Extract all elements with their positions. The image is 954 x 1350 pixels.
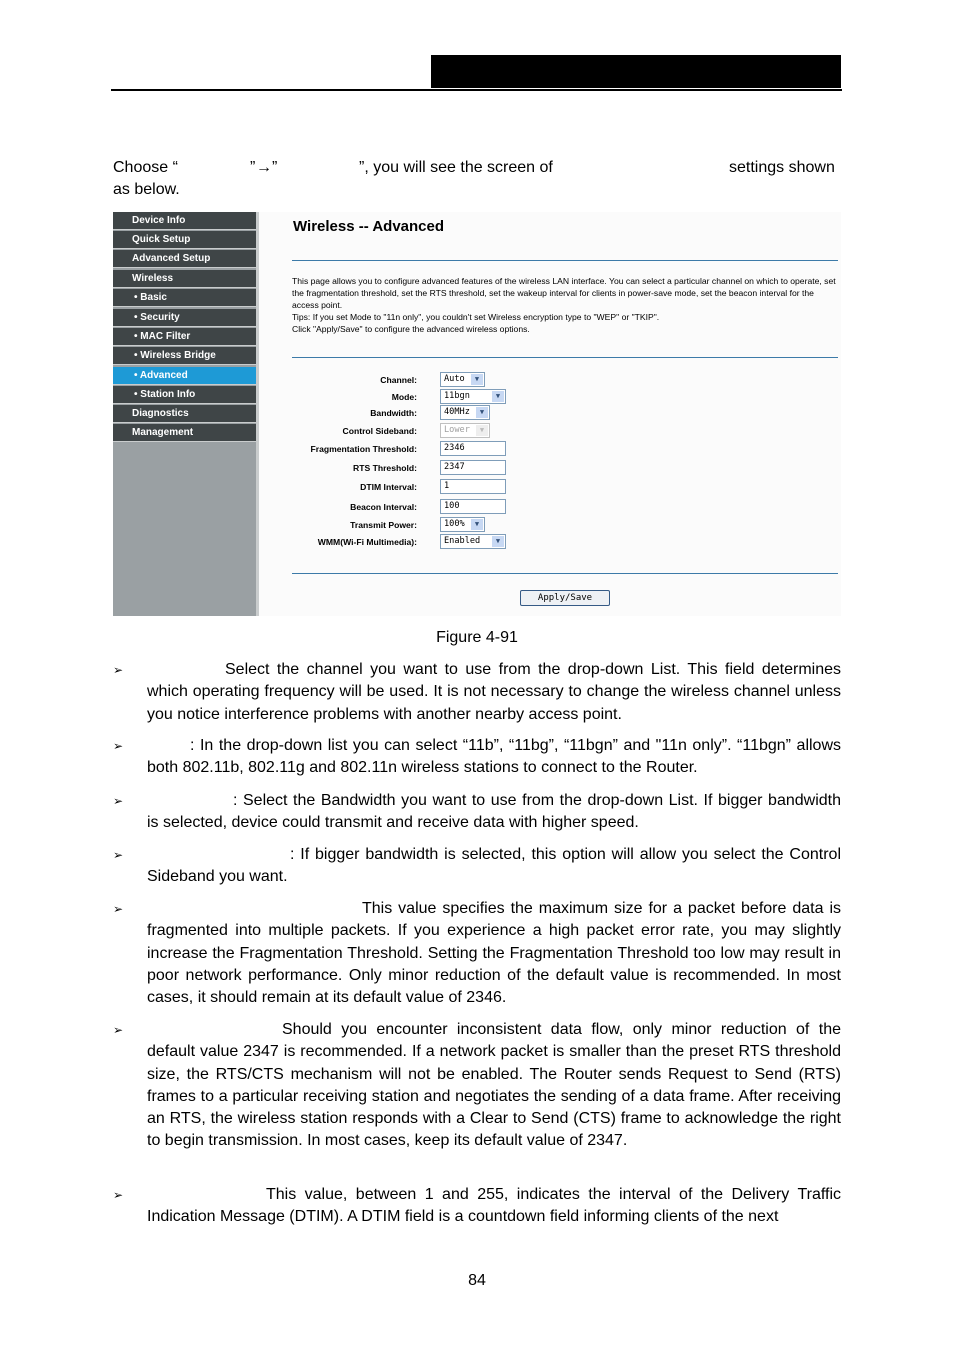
nav-wireless[interactable]: Wireless [113, 270, 256, 288]
intro-you-will-see: ”, you will see the screen of [359, 159, 553, 176]
sideband-label: Control Sideband: [342, 426, 417, 436]
sideband-select[interactable] [440, 423, 490, 438]
nav-mac-filter[interactable]: • MAC Filter [113, 328, 256, 346]
nav-wireless-bridge[interactable]: • Wireless Bridge [113, 347, 256, 365]
intro-settings-shown: settings shown [729, 159, 835, 176]
intro-choose: Choose “ [113, 159, 178, 176]
bullet-arrow-icon: ➢ [113, 1023, 124, 1037]
divider [292, 260, 838, 261]
figure-caption: Figure 4-91 [436, 629, 518, 646]
bullet-arrow-icon: ➢ [113, 663, 124, 677]
bullet-frag [113, 898, 841, 1009]
channel-label: Channel: [380, 375, 417, 385]
wmm-value: Enabled [444, 536, 481, 546]
header-rule [111, 89, 842, 91]
bullet-rts-text: Should you encounter inconsistent data flow, only minor reduction of the default value 2347 is recommended. If a network packet is smaller than the preset RTS threshold size, the RTS/CTS mechanism will not be enabled. The Router sends Request to Send (RTS) frames to a particular receiving station and negotiates the sending of a data frame. After receiving an RTS, the wireless station responds with a Clear to Send (CTS) frame to acknowledge the right to begin transmission. In most cases, keep its default value of 2347. [147, 1021, 841, 1150]
bullet-rts [113, 1019, 841, 1153]
bullet-channel-text: Select the channel you want to use from the drop-down List. This field determines which operating frequency will be used. It is not necessary to change the wireless channel unless you notice interference problems with another nearby access point. [147, 661, 841, 723]
bullet-arrow-icon: ➢ [113, 1188, 124, 1202]
tips-text: Tips: If you set Mode to "11n only", you couldn't set Wireless encryption type to "WEP" or "TKIP". [292, 312, 660, 322]
bullet-mode [113, 735, 841, 780]
nav-quick-setup[interactable]: Quick Setup [113, 231, 256, 249]
nav-basic[interactable]: • Basic [113, 289, 256, 307]
page-description [292, 275, 838, 335]
bullet-dtim [113, 1184, 841, 1229]
rts-label: RTS Threshold: [353, 463, 417, 473]
chevron-down-icon: ▼ [476, 407, 488, 418]
power-label: Transmit Power: [350, 520, 417, 530]
wmm-label: WMM(Wi-Fi Multimedia): [317, 537, 417, 547]
nav-device-info[interactable]: Device Info [113, 212, 256, 230]
bullet-sideband [113, 844, 841, 889]
nav-advanced[interactable]: • Advanced [113, 367, 256, 385]
divider [292, 357, 838, 358]
chevron-down-icon: ▼ [471, 374, 483, 385]
bandwidth-select[interactable] [440, 405, 490, 420]
chevron-down-icon: ▼ [476, 425, 488, 436]
dtim-input[interactable]: 1 [440, 479, 506, 494]
channel-value: Auto [444, 374, 465, 384]
bullet-arrow-icon: ➢ [113, 794, 124, 808]
bullet-sideband-text: : If bigger bandwidth is selected, this option will allow you select the Control Sideband you want. [147, 846, 841, 886]
chevron-down-icon: ▼ [492, 536, 504, 547]
bullet-channel [113, 659, 841, 726]
bullet-arrow-icon: ➢ [113, 739, 124, 753]
nav-management[interactable]: Management [113, 424, 256, 442]
bullet-arrow-icon: ➢ [113, 902, 124, 916]
divider [292, 573, 838, 574]
bullet-bandwidth-text: : Select the Bandwidth you want to use from the drop-down List. If bigger bandwidth is selected, device could transmit and receive data with higher speed. [147, 792, 841, 832]
bullet-mode-text: : In the drop-down list you can select “11b”, “11bg”, “11bgn” and "11n only”. “11bgn” allows both 802.11b, 802.11g and 802.11n wireless stations to connect to the Router. [147, 737, 841, 777]
bandwidth-value: 40MHz [444, 407, 470, 417]
bullet-dtim-text: This value, between 1 and 255, indicates the interval of the Delivery Traffic Indication Message (DTIM). A DTIM field is a countdown field informing clients of the next [147, 1186, 841, 1226]
frag-input[interactable]: 2346 [440, 441, 506, 456]
nav-security[interactable]: • Security [113, 309, 256, 327]
apply-save-button[interactable]: Apply/Save [520, 590, 610, 606]
description-text: This page allows you to configure advanced features of the wireless LAN interface. You can select a particular channel on which to operate, set the fragmentation threshold, set the RTS threshold, set the wakeup interval for clients in power-save mode, set the beacon interval for the access point. [292, 276, 836, 310]
router-content [259, 212, 841, 616]
sideband-value: Lower [444, 425, 470, 435]
dtim-label: DTIM Interval: [360, 482, 417, 492]
bandwidth-label: Bandwidth: [370, 408, 417, 418]
bullet-frag-text: This value specifies the maximum size for a packet before data is fragmented into multiple packets. If you experience a high packet error rate, you may slightly increase the Fragmentation Threshold. Setting the Fragmentation Threshold too low may result in poor network performance. Only minor reduction of the default value is recommended. In most cases, it should remain at its default value of 2346. [147, 900, 841, 1007]
intro-quote: ” [272, 159, 278, 176]
channel-select[interactable] [440, 372, 485, 387]
mode-value: 11bgn [444, 391, 470, 401]
beacon-label: Beacon Interval: [350, 502, 417, 512]
router-sidebar [113, 212, 256, 616]
power-value: 100% [444, 519, 465, 529]
rts-input[interactable]: 2347 [440, 460, 506, 475]
mode-select[interactable] [440, 389, 506, 404]
arrow-icon: → [256, 159, 272, 176]
nav-diagnostics[interactable]: Diagnostics [113, 405, 256, 423]
beacon-input[interactable]: 100 [440, 499, 506, 514]
page-number: 84 [468, 1272, 486, 1289]
page-title: Wireless -- Advanced [293, 218, 445, 235]
bullet-arrow-icon: ➢ [113, 848, 124, 862]
nav-station-info[interactable]: • Station Info [113, 386, 256, 404]
chevron-down-icon: ▼ [471, 519, 483, 530]
router-screenshot [113, 212, 841, 616]
bullet-bandwidth [113, 790, 841, 835]
intro-quote-close: ” [250, 159, 256, 176]
header-bar [431, 55, 841, 88]
intro-paragraph [113, 157, 841, 201]
wmm-select[interactable] [440, 534, 506, 549]
chevron-down-icon: ▼ [492, 391, 504, 402]
nav-advanced-setup[interactable]: Advanced Setup [113, 250, 256, 268]
intro-as-below: as below. [113, 181, 180, 198]
power-select[interactable] [440, 517, 485, 532]
mode-label: Mode: [391, 392, 417, 402]
click-note: Click "Apply/Save" to configure the advanced wireless options. [292, 324, 530, 334]
frag-label: Fragmentation Threshold: [310, 444, 417, 454]
